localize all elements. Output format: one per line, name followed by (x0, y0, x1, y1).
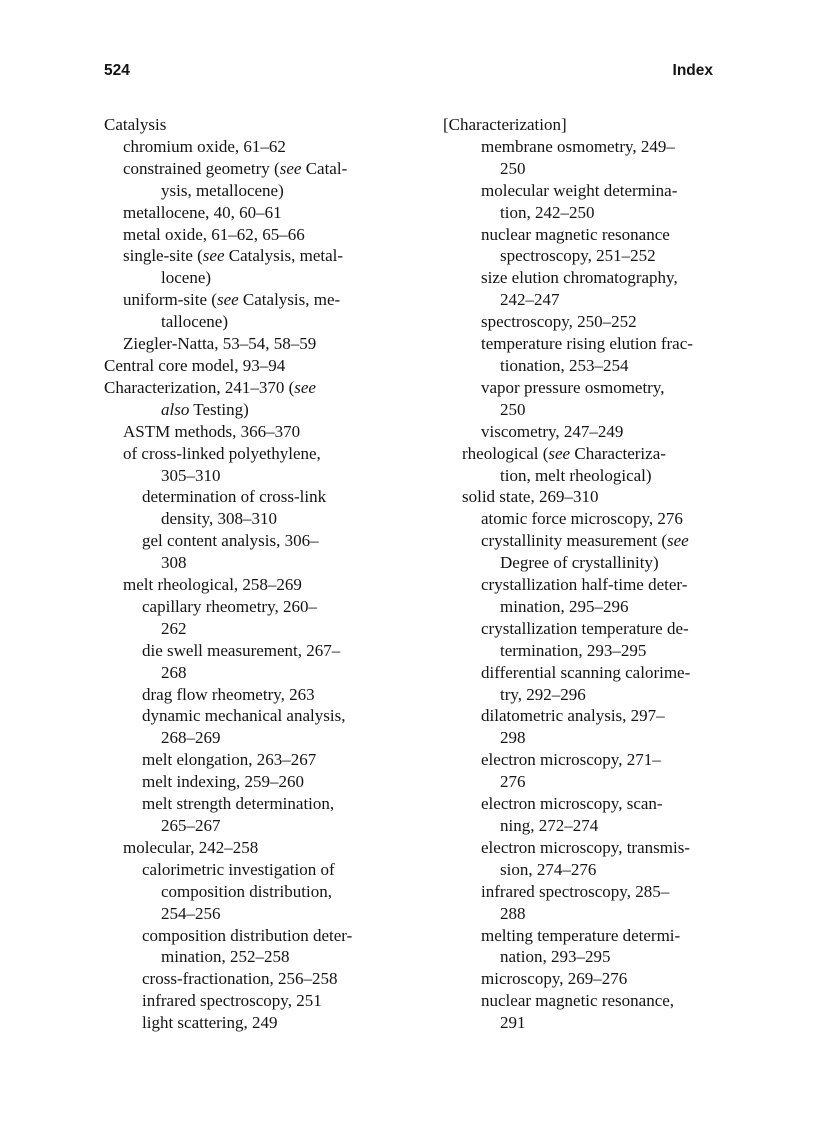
index-line: die swell measurement, 267– (142, 640, 341, 660)
index-line: mination, 295–296 (500, 596, 629, 616)
index-line-segment: Catalysis, me- (238, 290, 341, 310)
running-header-title: Index (672, 62, 713, 79)
index-line: [Characterization] (443, 115, 567, 134)
index-line-segment: Catalysis, metal- (224, 246, 344, 266)
index-line: 265–267 (161, 816, 221, 835)
index-line: 250 (500, 399, 526, 419)
index-line: ning, 272–274 (500, 816, 599, 835)
index-line: Central core model, 93–94 (104, 355, 286, 375)
index-line: tallocene) (161, 312, 229, 332)
index-line (104, 289, 394, 311)
index-line: tionation, 253–254 (500, 355, 629, 375)
index-line: composition distribution deter- (142, 925, 353, 945)
index-line-italic: see (279, 158, 302, 178)
index-line: nuclear magnetic resonance, (481, 991, 675, 1011)
index-line: 250 (500, 158, 526, 178)
index-line: melt strength determination, (142, 794, 335, 814)
index-line: melting temperature determi- (481, 925, 681, 945)
index-line: locene) (161, 268, 212, 288)
index-line: temperature rising elution frac- (481, 334, 693, 354)
index-line: ysis, metallocene) (161, 180, 284, 200)
index-line-segment: uniform-site ( (123, 290, 217, 310)
index-line-italic: see (202, 246, 225, 266)
index-line-segment: Characteriza- (570, 443, 666, 463)
index-line: solid state, 269–310 (462, 487, 599, 507)
index-line: 298 (500, 728, 526, 748)
index-line: 288 (500, 903, 526, 923)
index-line (104, 399, 394, 421)
index-line: dilatometric analysis, 297– (481, 706, 665, 726)
index-line-segment: Catal- (301, 158, 348, 178)
index-line: membrane osmometry, 249– (481, 136, 675, 156)
index-line: 291 (500, 1013, 526, 1033)
index-line: metal oxide, 61–62, 65–66 (123, 224, 305, 244)
index-line: viscometry, 247–249 (481, 421, 624, 441)
index-line: 276 (500, 772, 526, 792)
index-line: Degree of crystallinity) (500, 553, 659, 573)
index-line: infrared spectroscopy, 251 (142, 991, 322, 1011)
index-line: 308 (161, 553, 187, 573)
index-line: 262 (161, 618, 187, 638)
index-line: 242–247 (500, 290, 560, 310)
index-line: electron microscopy, transmis- (481, 837, 690, 857)
index-line: Ziegler-Natta, 53–54, 58–59 (123, 334, 317, 354)
index-line: atomic force microscopy, 276 (481, 509, 683, 529)
index-line: microscopy, 269–276 (481, 969, 628, 989)
index-line: tion, 242–250 (500, 202, 595, 222)
index-line: light scattering, 249 (142, 1013, 278, 1033)
index-line: size elution chromatography, (481, 268, 678, 288)
index-column-right (443, 114, 733, 1034)
index-line: melt elongation, 263–267 (142, 750, 317, 770)
index-line: melt indexing, 259–260 (142, 772, 304, 792)
index-line: infrared spectroscopy, 285– (481, 881, 670, 901)
index-line: calorimetric investigation of (142, 859, 335, 879)
index-line: molecular weight determina- (481, 180, 678, 200)
index-line: termination, 293–295 (500, 640, 647, 660)
index-line-segment: Testing) (189, 399, 249, 419)
index-line: electron microscopy, 271– (481, 750, 661, 770)
index-line-segment: constrained geometry ( (123, 158, 280, 178)
index-line: cross-fractionation, 256–258 (142, 969, 338, 989)
index-line: density, 308–310 (161, 509, 278, 529)
index-line (104, 245, 394, 267)
index-line: 268–269 (161, 728, 221, 748)
index-line-segment: Characterization, 241–370 ( (104, 377, 295, 397)
index-line: differential scanning calorime- (481, 662, 691, 682)
index-line: drag flow rheometry, 263 (142, 684, 315, 704)
index-line: chromium oxide, 61–62 (123, 136, 286, 156)
index-line-italic: see (294, 377, 316, 397)
index-line: spectroscopy, 251–252 (500, 246, 656, 266)
index-line: sion, 274–276 (500, 859, 597, 879)
index-line-segment: rheological ( (462, 443, 549, 463)
index-line: Catalysis (104, 115, 167, 134)
index-line: spectroscopy, 250–252 (481, 312, 637, 332)
index-line: determination of cross-link (142, 487, 327, 507)
index-line (443, 443, 733, 465)
index-line (443, 530, 733, 552)
index-line: 254–256 (161, 903, 221, 923)
index-line-italic: see (667, 531, 689, 551)
index-column-left (104, 114, 394, 1034)
index-line: capillary rheometry, 260– (142, 596, 317, 616)
index-line: metallocene, 40, 60–61 (123, 202, 282, 222)
index-line: tion, melt rheological) (500, 465, 652, 485)
index-line: nuclear magnetic resonance (481, 224, 670, 244)
index-line: electron microscopy, scan- (481, 794, 663, 814)
index-line: dynamic mechanical analysis, (142, 706, 346, 726)
index-line-italic: also (161, 399, 190, 419)
index-line (104, 377, 394, 399)
index-line-segment: crystallinity measurement ( (481, 531, 667, 551)
index-line: crystallization temperature de- (481, 618, 689, 638)
index-line: ASTM methods, 366–370 (123, 421, 301, 441)
index-line: nation, 293–295 (500, 947, 611, 967)
index-line: vapor pressure osmometry, (481, 377, 665, 397)
index-line: 305–310 (161, 465, 221, 485)
index-line: crystallization half-time deter- (481, 575, 688, 595)
index-line: melt rheological, 258–269 (123, 575, 302, 595)
index-line: mination, 252–258 (161, 947, 290, 967)
index-line-segment: single-site ( (123, 246, 203, 266)
index-line: try, 292–296 (500, 684, 586, 704)
index-line: gel content analysis, 306– (142, 531, 319, 551)
index-line-italic: see (216, 290, 239, 310)
index-line: of cross-linked polyethylene, (123, 443, 321, 463)
index-line-italic: see (548, 443, 571, 463)
index-line (104, 158, 394, 180)
page-number: 524 (104, 62, 130, 79)
index-line: molecular, 242–258 (123, 837, 259, 857)
index-line: composition distribution, (161, 881, 332, 901)
index-line: 268 (161, 662, 187, 682)
